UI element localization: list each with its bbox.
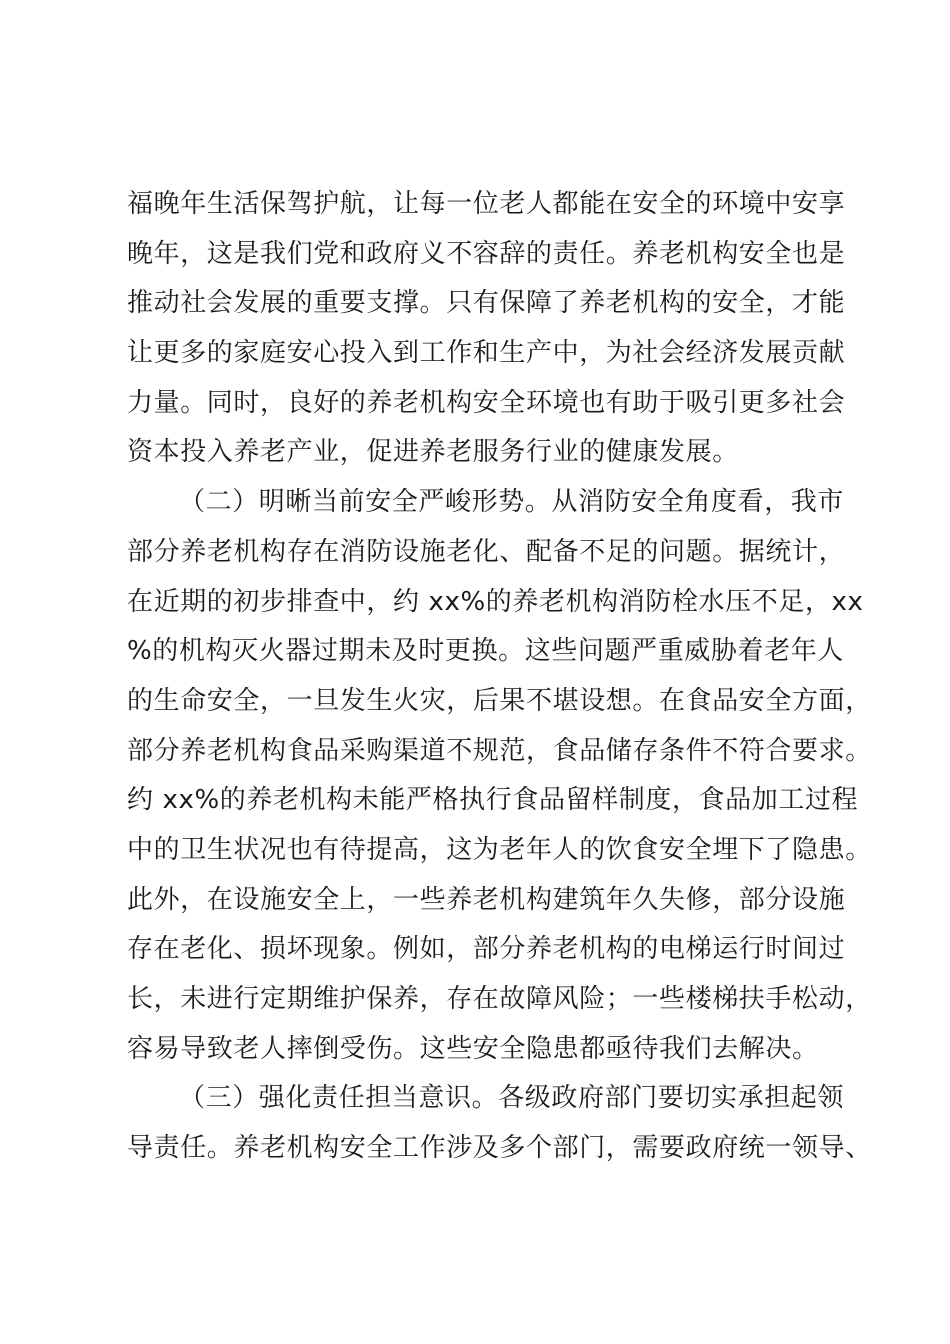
text-line: 存在老化、损坏现象。例如，部分养老机构的电梯运行时间过 (127, 934, 846, 965)
text-line: 部分养老机构存在消防设施老化、配备不足的问题。据统计， (127, 536, 846, 567)
text-line: 晚年，这是我们党和政府义不容辞的责任。养老机构安全也是 (127, 238, 846, 269)
text-line: 力量。同时，良好的养老机构安全环境也有助于吸引更多社会 (127, 387, 846, 418)
text-line: 部分养老机构食品采购渠道不规范，食品储存条件不符合要求。 (127, 735, 872, 766)
text-line: 推动社会发展的重要支撑。只有保障了养老机构的安全，才能 (127, 288, 846, 319)
text-line: 导责任。养老机构安全工作涉及多个部门，需要政府统一领导、 (127, 1133, 872, 1164)
text-line: %的机构灭火器过期未及时更换。这些问题严重威胁着老年人 (127, 636, 844, 667)
text-line: 的生命安全，一旦发生火灾，后果不堪设想。在食品安全方面， (127, 685, 872, 716)
text-line: 在近期的初步排查中，约 xx%的养老机构消防栓水压不足，xx (127, 586, 864, 617)
text-line: 容易导致老人摔倒受伤。这些安全隐患都亟待我们去解决。 (127, 1033, 819, 1064)
text-line: 长，未进行定期维护保养，存在故障风险；一些楼梯扶手松动， (127, 984, 872, 1014)
text-line: 中的卫生状况也有待提高，这为老年人的饮食安全埋下了隐患。 (127, 834, 872, 865)
section-heading-line: （三）强化责任担当意识。各级政府部门要切实承担起领 (179, 1083, 845, 1114)
text-line: 资本投入养老产业，促进养老服务行业的健康发展。 (127, 437, 739, 468)
text-line: 此外，在设施安全上，一些养老机构建筑年久失修，部分设施 (127, 884, 846, 915)
section-heading-line: （二）明晰当前安全严峻形势。从消防安全角度看，我市 (179, 487, 845, 518)
text-line: 约 xx%的养老机构未能严格执行食品留样制度，食品加工过程 (127, 785, 859, 816)
text-line: 福晚年生活保驾护航，让每一位老人都能在安全的环境中安享 (127, 189, 846, 219)
body-text (127, 180, 872, 1174)
text-line: 让更多的家庭安心投入到工作和生产中，为社会经济发展贡献 (127, 338, 846, 369)
